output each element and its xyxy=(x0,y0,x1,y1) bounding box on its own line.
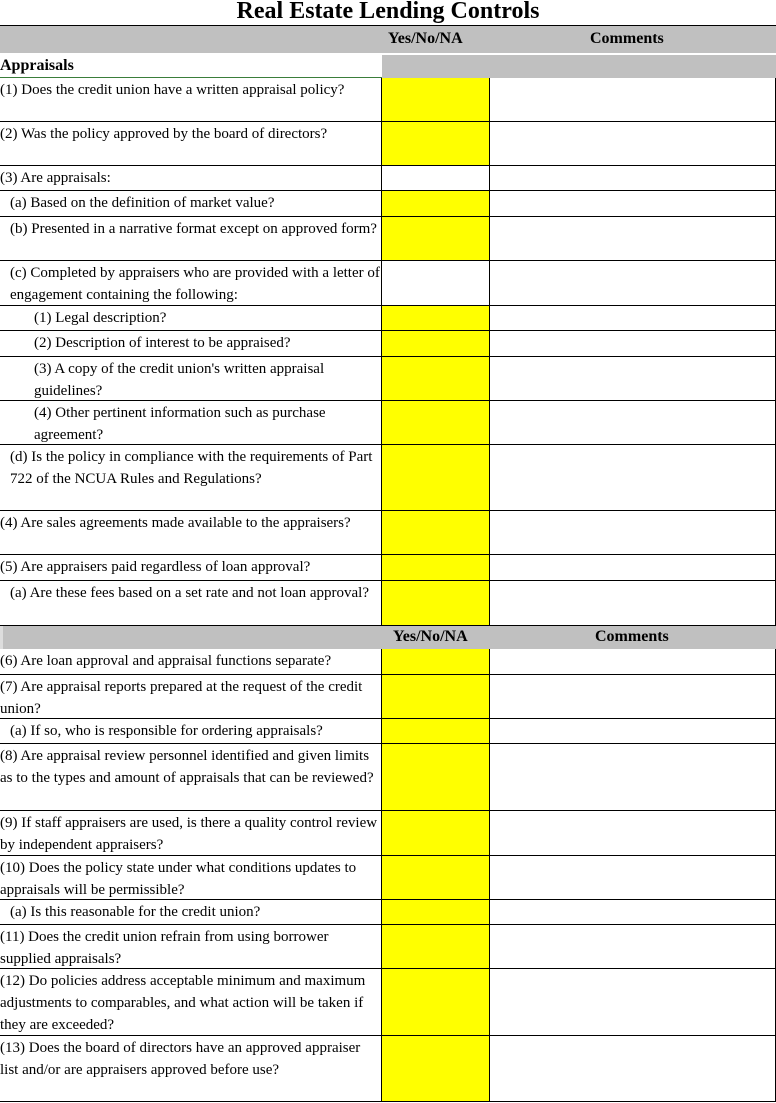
comments-cell[interactable] xyxy=(490,357,776,400)
question-cell[interactable]: (6) Are loan approval and appraisal functions separate? xyxy=(0,649,382,674)
answer-cell[interactable] xyxy=(382,445,490,510)
question-cell[interactable]: (9) If staff appraisers are used, is there a quality control review by independent appraisers? xyxy=(0,811,382,855)
answer-cell[interactable] xyxy=(382,122,490,165)
comments-cell[interactable] xyxy=(490,649,776,674)
comments-cell[interactable] xyxy=(490,969,776,1035)
answer-cell[interactable] xyxy=(382,191,490,216)
answer-cell[interactable] xyxy=(382,1036,490,1101)
answer-cell[interactable] xyxy=(382,306,490,330)
header-comments-repeat: Comments xyxy=(595,628,669,645)
comments-cell[interactable] xyxy=(490,166,776,190)
header-yes-no-na: Yes/No/NA xyxy=(388,30,463,47)
answer-cell[interactable] xyxy=(382,925,490,968)
comments-cell[interactable] xyxy=(490,445,776,510)
question-cell[interactable]: (3) Are appraisals: xyxy=(0,166,382,190)
comments-cell[interactable] xyxy=(490,1036,776,1101)
comments-cell[interactable] xyxy=(490,811,776,855)
column-header-row xyxy=(0,25,776,53)
answer-cell[interactable] xyxy=(382,166,490,190)
section-fill xyxy=(382,55,776,78)
table-row xyxy=(0,649,776,675)
comments-cell[interactable] xyxy=(490,555,776,580)
table-row xyxy=(0,445,776,511)
question-cell[interactable]: (a) Are these fees based on a set rate and not loan approval? xyxy=(0,581,382,625)
table-row xyxy=(0,306,776,331)
header-yes-no-na-repeat: Yes/No/NA xyxy=(393,628,468,645)
table-row xyxy=(0,331,776,357)
answer-cell[interactable] xyxy=(382,675,490,718)
question-cell[interactable]: (5) Are appraisers paid regardless of loan approval? xyxy=(0,555,382,580)
comments-cell[interactable] xyxy=(490,511,776,554)
comments-cell[interactable] xyxy=(490,719,776,743)
answer-cell[interactable] xyxy=(382,719,490,743)
table-row xyxy=(0,811,776,856)
comments-cell[interactable] xyxy=(490,744,776,810)
table-row xyxy=(0,261,776,306)
table-row xyxy=(0,900,776,925)
answer-cell[interactable] xyxy=(382,555,490,580)
comments-cell[interactable] xyxy=(490,581,776,625)
answer-cell[interactable] xyxy=(382,401,490,444)
answer-cell[interactable] xyxy=(382,357,490,400)
table-row xyxy=(0,1036,776,1102)
comments-cell[interactable] xyxy=(490,78,776,121)
answer-cell[interactable] xyxy=(382,649,490,674)
question-cell[interactable]: (4) Are sales agreements made available to the appraisers? xyxy=(0,511,382,554)
question-cell[interactable]: (3) A copy of the credit union's written appraisal guidelines? xyxy=(0,357,382,400)
question-cell[interactable]: (a) Is this reasonable for the credit union? xyxy=(0,900,382,924)
question-cell[interactable]: (b) Presented in a narrative format except on approved form? xyxy=(0,217,382,260)
question-cell[interactable]: (7) Are appraisal reports prepared at the request of the credit union? xyxy=(0,675,382,718)
answer-cell[interactable] xyxy=(382,856,490,899)
table-row xyxy=(0,191,776,217)
section-header-row xyxy=(0,55,776,78)
question-cell[interactable]: (2) Description of interest to be appraised? xyxy=(0,331,382,356)
question-cell[interactable]: (1) Legal description? xyxy=(0,306,382,330)
table-row xyxy=(0,122,776,166)
column-header-row-repeat xyxy=(0,626,776,649)
question-cell[interactable]: (a) Based on the definition of market value? xyxy=(0,191,382,216)
question-cell[interactable]: (10) Does the policy state under what conditions updates to appraisals will be permissible? xyxy=(0,856,382,899)
comments-cell[interactable] xyxy=(490,191,776,216)
table-row xyxy=(0,744,776,811)
header-comments: Comments xyxy=(590,30,664,47)
answer-cell[interactable] xyxy=(382,261,490,305)
table-row xyxy=(0,969,776,1036)
question-cell[interactable]: (a) If so, who is responsible for ordering appraisals? xyxy=(0,719,382,743)
table-row xyxy=(0,856,776,900)
question-cell[interactable]: (d) Is the policy in compliance with the requirements of Part 722 of the NCUA Rules and Regulations? xyxy=(0,445,382,510)
table-row xyxy=(0,719,776,744)
comments-cell[interactable] xyxy=(490,217,776,260)
question-cell[interactable]: (c) Completed by appraisers who are provided with a letter of engagement containing the following: xyxy=(0,261,382,305)
answer-cell[interactable] xyxy=(382,511,490,554)
table-row xyxy=(0,555,776,581)
comments-cell[interactable] xyxy=(490,331,776,356)
question-cell[interactable]: (2) Was the policy approved by the board of directors? xyxy=(0,122,382,165)
table-row xyxy=(0,78,776,122)
table-row xyxy=(0,357,776,401)
answer-cell[interactable] xyxy=(382,811,490,855)
answer-cell[interactable] xyxy=(382,900,490,924)
comments-cell[interactable] xyxy=(490,401,776,444)
comments-cell[interactable] xyxy=(490,261,776,305)
table-row xyxy=(0,511,776,555)
answer-cell[interactable] xyxy=(382,581,490,625)
question-cell[interactable]: (8) Are appraisal review personnel identified and given limits as to the types and amount of appraisals that can be reviewed? xyxy=(0,744,382,810)
question-cell[interactable]: (11) Does the credit union refrain from using borrower supplied appraisals? xyxy=(0,925,382,968)
answer-cell[interactable] xyxy=(382,744,490,810)
comments-cell[interactable] xyxy=(490,675,776,718)
answer-cell[interactable] xyxy=(382,969,490,1035)
question-cell[interactable]: (1) Does the credit union have a written appraisal policy? xyxy=(0,78,382,121)
comments-cell[interactable] xyxy=(490,925,776,968)
table-row xyxy=(0,217,776,261)
answer-cell[interactable] xyxy=(382,78,490,121)
sheet-title: Real Estate Lending Controls xyxy=(236,0,540,24)
table-row xyxy=(0,401,776,445)
question-cell[interactable]: (12) Do policies address acceptable minimum and maximum adjustments to comparables, and what action will be taken if they are exceeded? xyxy=(0,969,382,1035)
question-cell[interactable]: (4) Other pertinent information such as purchase agreement? xyxy=(0,401,382,444)
table-row xyxy=(0,925,776,969)
answer-cell[interactable] xyxy=(382,331,490,356)
comments-cell[interactable] xyxy=(490,306,776,330)
table-row xyxy=(0,581,776,626)
answer-cell[interactable] xyxy=(382,217,490,260)
comments-cell[interactable] xyxy=(490,900,776,924)
table-row xyxy=(0,166,776,191)
section-title-appraisals[interactable]: Appraisals xyxy=(0,55,382,78)
table-row xyxy=(0,675,776,719)
comments-cell[interactable] xyxy=(490,856,776,899)
comments-cell[interactable] xyxy=(490,122,776,165)
question-cell[interactable]: (13) Does the board of directors have an approved appraiser list and/or are appraisers approved before use? xyxy=(0,1036,382,1101)
